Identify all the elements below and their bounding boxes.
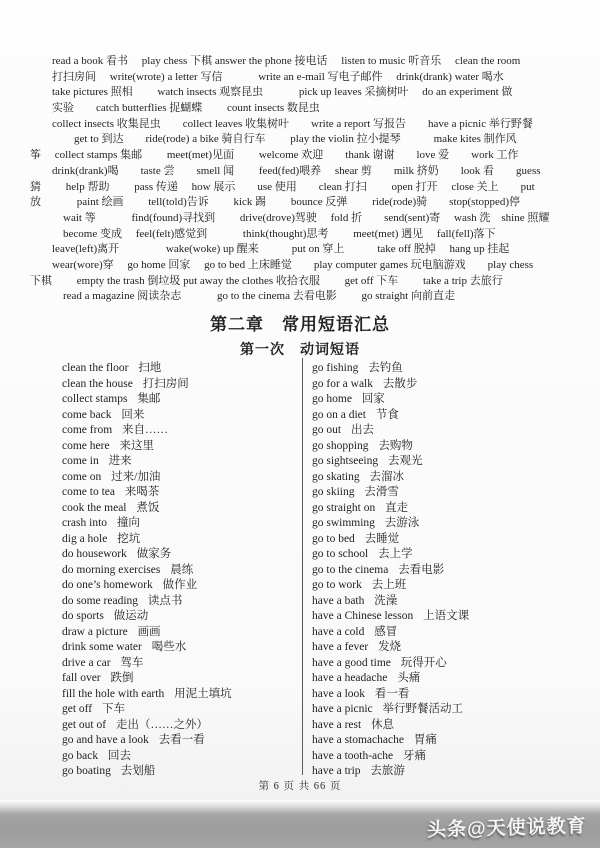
phrase-chinese: 喝些水 bbox=[151, 641, 187, 653]
phrase-item bbox=[62, 640, 297, 656]
phrase-item bbox=[312, 547, 572, 563]
phrase-english: go shopping bbox=[312, 439, 369, 452]
phrase-english: have a good time bbox=[312, 656, 391, 669]
phrase-chinese: 去睡觉 bbox=[364, 532, 400, 545]
paragraph-line: read a magazine 阅读杂志 go to the cinema 去看电影 go straight 向前直走 bbox=[30, 290, 455, 303]
phrase-chinese: 回来 bbox=[121, 408, 145, 421]
phrase-chinese: 回去 bbox=[107, 749, 131, 762]
phrase-chinese: 画画 bbox=[137, 625, 161, 638]
phrase-item bbox=[62, 594, 297, 610]
phrase-item bbox=[62, 718, 297, 734]
paragraph-line: drink(drank)喝 taste 尝 smell 闻 feed(fed)喂养 shear 剪 milk 挤奶 look 看 guess bbox=[30, 164, 541, 177]
phrase-chinese: 进来 bbox=[108, 455, 132, 467]
phrase-chinese: 晨练 bbox=[170, 563, 194, 576]
phrase-english: go sightseeing bbox=[312, 455, 379, 467]
phrase-english: have a look bbox=[312, 687, 366, 700]
phrase-chinese: 集邮 bbox=[137, 393, 161, 405]
phrase-item bbox=[62, 563, 297, 579]
paragraph-line: take pictures 照相 watch insects 观察昆虫 pick up leaves 采摘树叶 do an experiment 做 bbox=[30, 86, 513, 99]
phrase-chinese: 去购物 bbox=[378, 439, 413, 452]
phrase-item bbox=[62, 470, 297, 486]
phrase-chinese: 做家务 bbox=[136, 548, 172, 560]
phrase-item bbox=[312, 640, 572, 656]
phrase-chinese: 来自…… bbox=[122, 424, 169, 436]
phrase-english: collect stamps bbox=[62, 393, 128, 405]
phrase-english: have a stomachache bbox=[312, 734, 404, 746]
phrase-item bbox=[312, 578, 572, 594]
phrase-item bbox=[312, 563, 572, 579]
phrase-item bbox=[312, 361, 572, 377]
phrase-chinese: 节食 bbox=[375, 408, 399, 421]
phrase-chinese: 去散步 bbox=[382, 377, 418, 390]
phrase-chinese: 玩得开心 bbox=[400, 656, 447, 669]
phrase-english: get off bbox=[62, 703, 93, 715]
phrase-chinese: 看一看 bbox=[374, 687, 410, 700]
phrase-item bbox=[62, 439, 297, 455]
column-divider bbox=[302, 358, 303, 775]
phrase-item bbox=[312, 470, 572, 486]
phrase-item bbox=[62, 609, 297, 625]
phrase-item bbox=[62, 625, 297, 641]
phrase-item bbox=[312, 594, 572, 610]
paragraph-line: read a book 看书 play chess 下棋 answer the phone 接电话 listen to music 听音乐 clean the room bbox=[30, 55, 521, 67]
phrase-item bbox=[312, 532, 572, 548]
phrase-english: have a Chinese lesson bbox=[312, 610, 414, 622]
phrase-chinese: 煮饭 bbox=[136, 501, 160, 514]
section-title: 第一次 动词短语 bbox=[240, 343, 360, 358]
phrase-item bbox=[312, 439, 572, 455]
phrase-item bbox=[62, 749, 297, 765]
phrase-english: come back bbox=[62, 408, 112, 421]
phrase-item bbox=[62, 361, 297, 377]
phrase-english: do morning exercises bbox=[62, 563, 161, 576]
phrase-english: go to bed bbox=[312, 532, 355, 545]
phrase-item bbox=[62, 687, 297, 703]
phrase-english: get out of bbox=[62, 718, 107, 731]
phrase-chinese: 撞向 bbox=[116, 517, 140, 529]
phrase-chinese: 挖坑 bbox=[117, 532, 141, 545]
phrase-english: come from bbox=[62, 424, 113, 436]
phrase-english: do some reading bbox=[62, 594, 139, 607]
phrase-english: go to school bbox=[312, 548, 369, 560]
phrase-chinese: 去旅游 bbox=[370, 765, 405, 777]
paragraph-line: 打扫房间 write(wrote) a letter 写信 write an e-mail 写电子邮件 drink(drank) water 喝水 bbox=[30, 70, 504, 83]
phrase-english: have a bath bbox=[312, 594, 365, 607]
phrase-item bbox=[62, 578, 297, 594]
phrase-item bbox=[62, 733, 297, 749]
phrase-item bbox=[312, 454, 572, 470]
phrase-item bbox=[312, 423, 572, 439]
paragraph-line: 下棋 empty the trash 倒垃圾 put away the clothes 收拾衣服 get off 下车 take a trip 去旅行 bbox=[30, 274, 503, 287]
paragraph-line: 放 paint 绘画 tell(told)告诉 kick 踢 bounce 反弹 ride(rode)骑 stop(stopped)停 bbox=[30, 196, 521, 209]
phrase-english: crash into bbox=[62, 517, 108, 529]
phrase-item bbox=[62, 516, 297, 532]
phrase-chinese: 去钓鱼 bbox=[368, 362, 403, 374]
phrase-english: do one’s homework bbox=[62, 579, 153, 591]
phrase-english: go skiing bbox=[312, 486, 355, 498]
phrase-item bbox=[62, 454, 297, 470]
phrase-english: do sports bbox=[62, 610, 104, 622]
phrase-chinese: 出去 bbox=[350, 424, 374, 436]
phrase-item bbox=[312, 656, 572, 672]
phrase-english: fill the hole with earth bbox=[62, 687, 165, 700]
watermark-text: 头条@天使说教育 bbox=[427, 815, 588, 842]
phrase-list-left bbox=[62, 361, 297, 780]
phrase-english: come on bbox=[62, 470, 102, 483]
phrase-chinese: 直走 bbox=[385, 501, 409, 514]
paragraph-line: 猜 help 帮助 pass 传递 how 展示 use 使用 clean 打扫 open 打开 close 关上 put bbox=[30, 180, 535, 193]
phrase-chinese: 来喝茶 bbox=[124, 486, 160, 498]
phrase-english: have a headache bbox=[312, 672, 388, 684]
phrase-chinese: 下车 bbox=[102, 703, 126, 715]
phrase-chinese: 牙痛 bbox=[402, 749, 426, 762]
phrase-chinese: 胃痛 bbox=[413, 734, 437, 746]
phrase-english: clean the house bbox=[62, 377, 133, 390]
phrase-item bbox=[312, 702, 572, 718]
phrase-english: go swimming bbox=[312, 517, 375, 529]
phrase-chinese: 头痛 bbox=[397, 672, 421, 684]
paragraph-line: leave(left)离开 wake(woke) up 醒来 put on 穿上 take off 脱掉 hang up 挂起 bbox=[30, 243, 510, 256]
paragraph-line: get to 到达 ride(rode) a bike 骑自行车 play the violin 拉小提琴 make kites 制作风 bbox=[30, 133, 517, 146]
chapter-title: 第二章 常用短语汇总 bbox=[210, 315, 390, 334]
phrase-chinese: 去观光 bbox=[388, 455, 423, 467]
phrase-english: go and have a look bbox=[62, 734, 149, 746]
phrase-english: have a cold bbox=[312, 625, 365, 638]
phrase-item bbox=[62, 532, 297, 548]
phrase-english: drink some water bbox=[62, 641, 142, 653]
phrase-english: go fishing bbox=[312, 362, 359, 374]
phrase-chinese: 回家 bbox=[361, 393, 385, 405]
phrase-chinese: 去划船 bbox=[120, 765, 156, 777]
phrase-item bbox=[312, 718, 572, 734]
phrase-english: have a trip bbox=[312, 765, 361, 777]
phrase-chinese: 打扫房间 bbox=[142, 377, 189, 390]
phrase-english: come to tea bbox=[62, 486, 116, 498]
phrase-english: go home bbox=[312, 393, 352, 405]
phrase-english: have a picnic bbox=[312, 703, 373, 715]
phrase-english: go to work bbox=[312, 579, 362, 591]
phrase-item bbox=[62, 702, 297, 718]
phrase-item bbox=[312, 687, 572, 703]
phrase-english: come here bbox=[62, 439, 110, 452]
phrase-item bbox=[62, 392, 297, 408]
phrase-english: go skating bbox=[312, 470, 360, 483]
phrase-chinese: 去看一看 bbox=[158, 734, 205, 746]
phrase-chinese: 举行野餐活动工 bbox=[382, 703, 464, 715]
phrase-english: dig a hole bbox=[62, 532, 108, 545]
phrase-english: drive a car bbox=[62, 656, 111, 669]
phrase-chinese: 去游泳 bbox=[384, 517, 420, 529]
phrase-item bbox=[312, 501, 572, 517]
phrase-item bbox=[62, 547, 297, 563]
phrase-english: cook the meal bbox=[62, 501, 127, 514]
phrase-item bbox=[62, 671, 297, 687]
phrase-chinese: 去上班 bbox=[371, 579, 407, 591]
phrase-item bbox=[312, 749, 572, 765]
phrase-english: do housework bbox=[62, 548, 127, 560]
phrase-item bbox=[62, 485, 297, 501]
phrase-list-right bbox=[312, 361, 572, 780]
phrase-english: go out bbox=[312, 424, 342, 436]
phrase-chinese: 扫地 bbox=[138, 362, 162, 374]
phrase-item bbox=[62, 408, 297, 424]
phrase-item bbox=[312, 609, 572, 625]
phrase-chinese: 用泥土填坑 bbox=[174, 687, 232, 700]
phrase-item bbox=[312, 625, 572, 641]
paragraph-line: wait 等 find(found)寻找到 drive(drove)驾驶 fold 折 send(sent)寄 wash 洗 shine 照耀 bbox=[30, 211, 550, 224]
phrase-chinese: 去看电影 bbox=[398, 563, 445, 576]
paragraph-line: wear(wore)穿 go home 回家 go to bed 上床睡觉 play computer games 玩电脑游戏 play chess bbox=[30, 258, 534, 271]
phrase-english: go for a walk bbox=[312, 377, 373, 390]
phrase-item bbox=[312, 516, 572, 532]
phrase-item bbox=[62, 377, 297, 393]
phrase-chinese: 过来/加油 bbox=[111, 470, 161, 483]
phrase-chinese: 上语文课 bbox=[423, 610, 470, 622]
phrase-chinese: 休息 bbox=[371, 718, 395, 731]
phrase-item bbox=[312, 671, 572, 687]
phrase-chinese: 去上学 bbox=[378, 548, 413, 560]
phrase-item bbox=[312, 485, 572, 501]
phrase-english: go straight on bbox=[312, 501, 376, 514]
phrase-chinese: 感冒 bbox=[374, 625, 398, 638]
phrase-chinese: 走出（……之外） bbox=[115, 718, 208, 731]
phrase-chinese: 跌倒 bbox=[110, 672, 134, 684]
paragraph-line: become 变成 feel(felt)感觉到 think(thought)思考 meet(met) 遇见 fall(fell)落下 bbox=[30, 227, 496, 240]
phrase-item bbox=[312, 377, 572, 393]
phrase-chinese: 做作业 bbox=[162, 579, 198, 591]
phrase-english: fall over bbox=[62, 672, 101, 684]
phrase-chinese: 发烧 bbox=[378, 641, 402, 653]
phrase-item bbox=[62, 656, 297, 672]
paragraph-line: collect insects 收集昆虫 collect leaves 收集树叶 write a report 写报告 have a picnic 举行野餐 bbox=[30, 117, 533, 130]
phrase-chinese: 去滑雪 bbox=[364, 486, 399, 498]
paragraph-line: 筝 collect stamps 集邮 meet(met)见面 welcome 欢迎 thank 谢谢 love 爱 work 工作 bbox=[30, 149, 519, 162]
phrase-english: come in bbox=[62, 455, 99, 467]
phrase-item bbox=[312, 392, 572, 408]
paragraph-line: 实验 catch butterflies 捉蝴蝶 count insects 数昆虫 bbox=[30, 102, 320, 115]
phrase-chinese: 去溜冰 bbox=[369, 470, 404, 483]
phrase-english: draw a picture bbox=[62, 625, 128, 638]
phrase-english: go boating bbox=[62, 765, 111, 777]
phrase-english: have a rest bbox=[312, 718, 362, 731]
photo-background-band bbox=[0, 800, 600, 848]
phrase-item bbox=[312, 733, 572, 749]
page-number: 第 6 页 共 66 页 bbox=[258, 781, 342, 792]
phrase-chinese: 读点书 bbox=[147, 594, 183, 607]
phrase-english: clean the floor bbox=[62, 362, 129, 374]
phrase-english: have a tooth-ache bbox=[312, 749, 394, 762]
phrase-english: go to the cinema bbox=[312, 563, 389, 576]
phrase-english: go on a diet bbox=[312, 408, 366, 421]
phrase-english: go back bbox=[62, 749, 99, 762]
phrase-item bbox=[62, 423, 297, 439]
phrase-chinese: 做运动 bbox=[113, 610, 149, 622]
phrase-chinese: 洗澡 bbox=[374, 594, 398, 607]
phrase-item bbox=[312, 408, 572, 424]
phrase-english: have a fever bbox=[312, 641, 369, 653]
phrase-paragraph bbox=[30, 54, 572, 305]
phrase-item bbox=[62, 501, 297, 517]
phrase-chinese: 驾车 bbox=[120, 656, 144, 669]
phrase-chinese: 来这里 bbox=[119, 439, 154, 452]
